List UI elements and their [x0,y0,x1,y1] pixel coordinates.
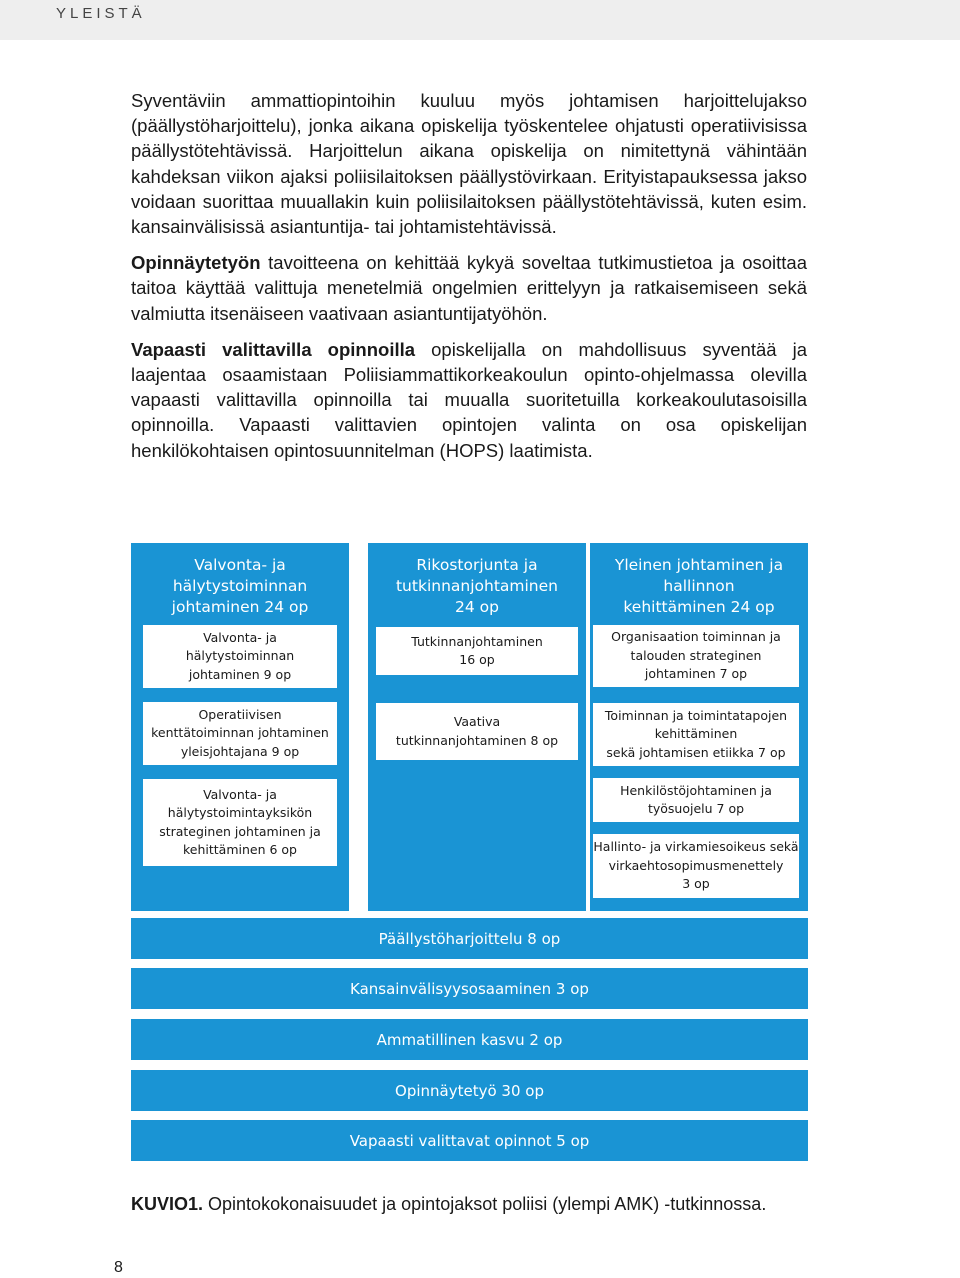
figure-caption [131,1194,766,1215]
paragraph-3-text: opiskelijalla on mahdollisuus syventää ja laajentaa osaamistaan Poliisiammattikorkeakoulun opinto-ohjelmassa olevilla vapaasti valittavilla opinnoilla tai muualla suoritetuilla korkeakoulutasoisilla opinnoilla. Vapaasti valittavien opintojen valinta on osa opiskelijan henkilökohtaisen opintosuunnitelman (HOPS) laatimista. [131,338,808,461]
course-box: Valvonta- ja hälytystoiminnan johtaminen 9 op [143,625,337,688]
paragraph-1-text: Syventäviin ammattiopintoihin kuuluu myös johtamisen harjoittelujakso (päällystöharjoittelu), jonka aikana opiskelija työskentelee ohjatusti operatiivisissa päällystötehtävissä. Harjoittelun aikana opiskelija on nimitettynä vähintään kahdeksan viikon ajaksi poliisilaitoksen päällystövirkaan. Erityistapauksessa jakso voidaan suorittaa muuallakin kuin poliisilaitoksen päällystötehtävissä, kuten esim. kansainvälisissä asiantuntija- tai johtamistehtävissä. [131,90,807,238]
section-label: YLEISTÄ [56,5,146,22]
paragraph-2-bold: Opinnäytetyön [131,252,261,274]
page-number: 8 [114,1259,123,1276]
bar-vapaasti-valittavat: Vapaasti valittavat opinnot 5 op [131,1120,808,1161]
study-structure-diagram [131,543,808,1163]
course-box: Valvonta- ja hälytystoimintayksikön strateginen johtaminen ja kehittäminen 6 op [143,779,337,866]
column-valvonta [131,543,349,911]
column-title: Rikostorjunta ja tutkinnanjohtaminen 24 op [395,556,558,616]
body-text [131,88,807,474]
paragraph-2 [131,250,807,326]
course-box: Organisaation toiminnan ja talouden strateginen johtaminen 7 op [593,625,799,687]
paragraph-1 [131,88,807,239]
page-header [0,0,960,40]
course-box: Toiminnan ja toimintatapojen kehittäminen sekä johtamisen etiikka 7 op [593,703,799,766]
bar-paallystoharjoittelu: Päällystöharjoittelu 8 op [131,918,808,959]
course-box: Operatiivisen kenttätoiminnan johtaminen yleisjohtajana 9 op [143,702,337,765]
course-box: Tutkinnanjohtaminen 16 op [376,627,578,675]
course-box: Henkilöstöjohtaminen ja työsuojelu 7 op [593,778,799,822]
course-box: Hallinto- ja virkamiesoikeus sekä virkaehtosopimusmenettely 3 op [593,834,799,898]
column-rikostorjunta [368,543,586,911]
caption-text: Opintokokonaisuudet ja opintojaksot poliisi (ylempi AMK) -tutkinnossa. [203,1194,767,1214]
column-title: Valvonta- ja hälytystoiminnan johtaminen 24 op [171,556,309,616]
column-yleinen-johtaminen [590,543,808,911]
bar-opinnaytetyo: Opinnäytetyö 30 op [131,1070,808,1111]
paragraph-3 [131,337,807,463]
paragraph-3-bold: Vapaasti valittavilla opinnoilla [131,338,416,360]
paragraph-2-text: tavoitteena on kehittää kykyä soveltaa tutkimustietoa ja osoittaa taitoa käyttää valittuja menetelmiä ongelmien erittelyyn ja ratkaisemiseen sekä valmiutta itsenäiseen vaativaan asiantuntijatyöhön. [131,252,807,324]
caption-label: KUVIO1. [131,1194,204,1214]
course-box: Vaativa tutkinnanjohtaminen 8 op [376,703,578,760]
column-title: Yleinen johtaminen ja hallinnon kehittäminen 24 op [614,556,784,616]
bar-ammatillinen-kasvu: Ammatillinen kasvu 2 op [131,1019,808,1060]
bar-kansainvalisyys: Kansainvälisyysosaaminen 3 op [131,968,808,1009]
